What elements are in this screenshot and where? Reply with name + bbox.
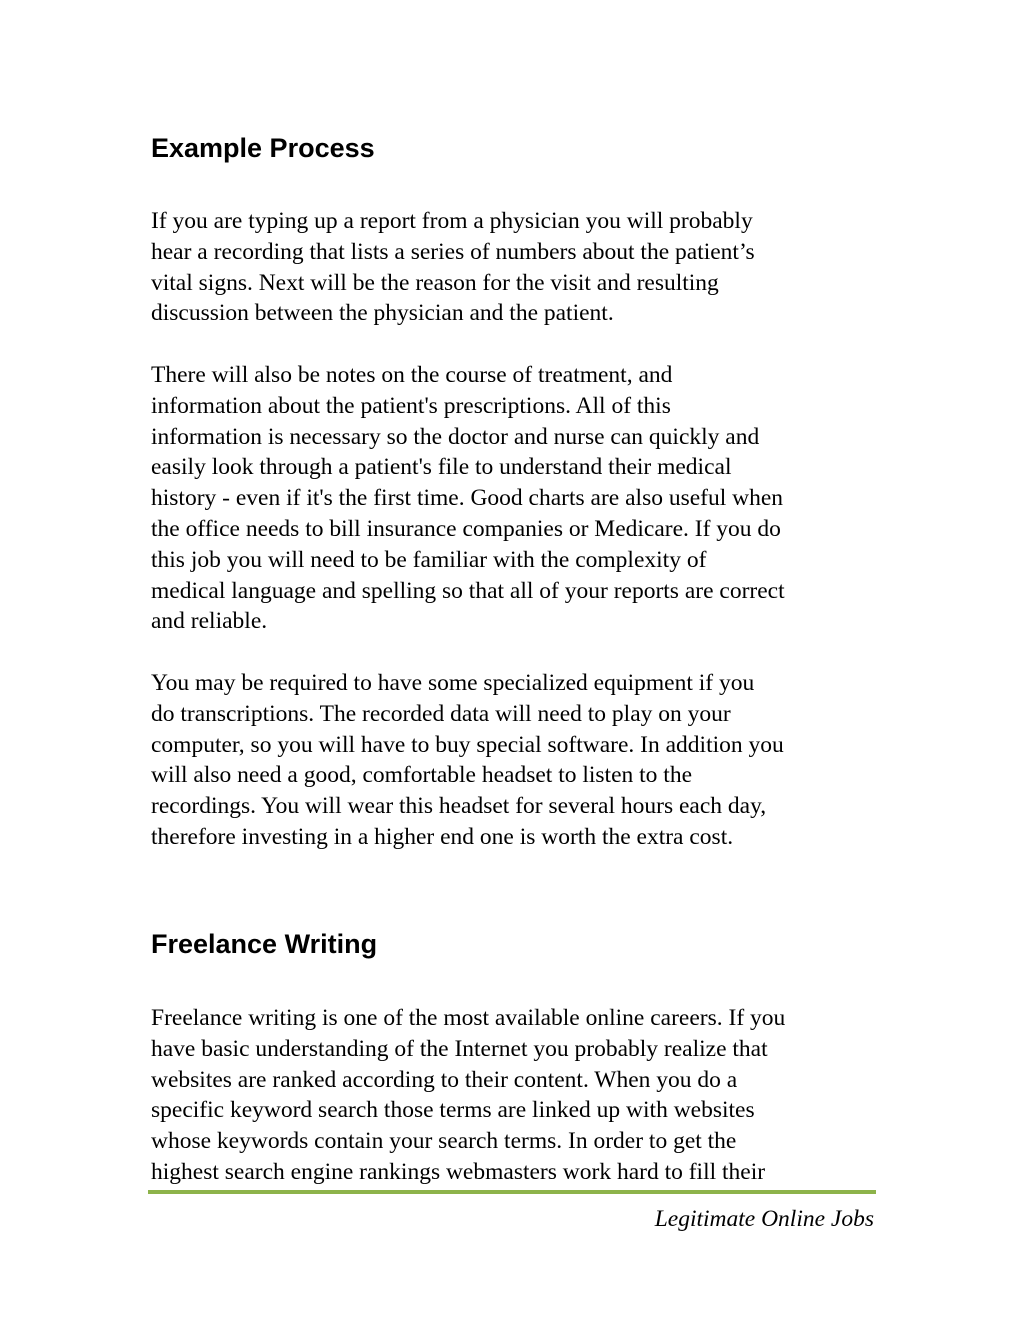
- text-line: the office needs to bill insurance companies or Medicare. If you do: [151, 515, 781, 542]
- section-heading-freelance-writing: Freelance Writing: [151, 929, 378, 959]
- text-line: history - even if it's the first time. Good charts are also useful when: [151, 485, 784, 512]
- text-line: have basic understanding of the Internet you probably realize that: [151, 1035, 768, 1062]
- text-line: medical language and spelling so that all of your reports are correct: [151, 577, 785, 604]
- text-line: will also need a good, comfortable headset to listen to the: [151, 762, 693, 789]
- text-line: vital signs. Next will be the reason for the visit and resulting: [151, 269, 719, 296]
- text-line: Freelance writing is one of the most available online careers. If you: [151, 1005, 786, 1031]
- footer-rule: [148, 1190, 876, 1194]
- paragraph-treatment-notes: [151, 360, 785, 637]
- text-line: hear a recording that lists a series of numbers about the patient’s: [151, 238, 755, 265]
- footer-title: Legitimate Online Jobs: [654, 1206, 874, 1232]
- text-line: information is necessary so the doctor and nurse can quickly and: [151, 423, 760, 450]
- text-line: easily look through a patient's file to understand their medical: [151, 454, 732, 481]
- paragraph-equipment: [151, 668, 784, 853]
- text-line: this job you will need to be familiar with the complexity of: [151, 546, 707, 573]
- text-line: You may be required to have some specialized equipment if you: [151, 670, 755, 696]
- text-line: recordings. You will wear this headset for several hours each day,: [151, 793, 767, 820]
- text-line: There will also be notes on the course of treatment, and: [151, 362, 673, 388]
- text-line: therefore investing in a higher end one is worth the extra cost.: [151, 823, 734, 850]
- text-line: do transcriptions. The recorded data will need to play on your: [151, 700, 731, 727]
- text-line: websites are ranked according to their content. When you do a: [151, 1066, 738, 1093]
- text-line: specific keyword search those terms are linked up with websites: [151, 1097, 755, 1124]
- text-line: and reliable.: [151, 608, 268, 635]
- text-line: whose keywords contain your search terms. In order to get the: [151, 1128, 737, 1155]
- paragraph-freelance-writing: [151, 1003, 785, 1188]
- text-line: discussion between the physician and the patient.: [151, 300, 614, 327]
- text-line: highest search engine rankings webmasters work hard to fill their: [151, 1158, 766, 1185]
- paragraph-physician-report: [151, 206, 755, 329]
- text-line: information about the patient's prescriptions. All of this: [151, 392, 671, 419]
- text-line: If you are typing up a report from a physician you will probably: [151, 208, 753, 234]
- section-heading-example-process: Example Process: [151, 133, 375, 163]
- text-line: computer, so you will have to buy special software. In addition you: [151, 731, 784, 758]
